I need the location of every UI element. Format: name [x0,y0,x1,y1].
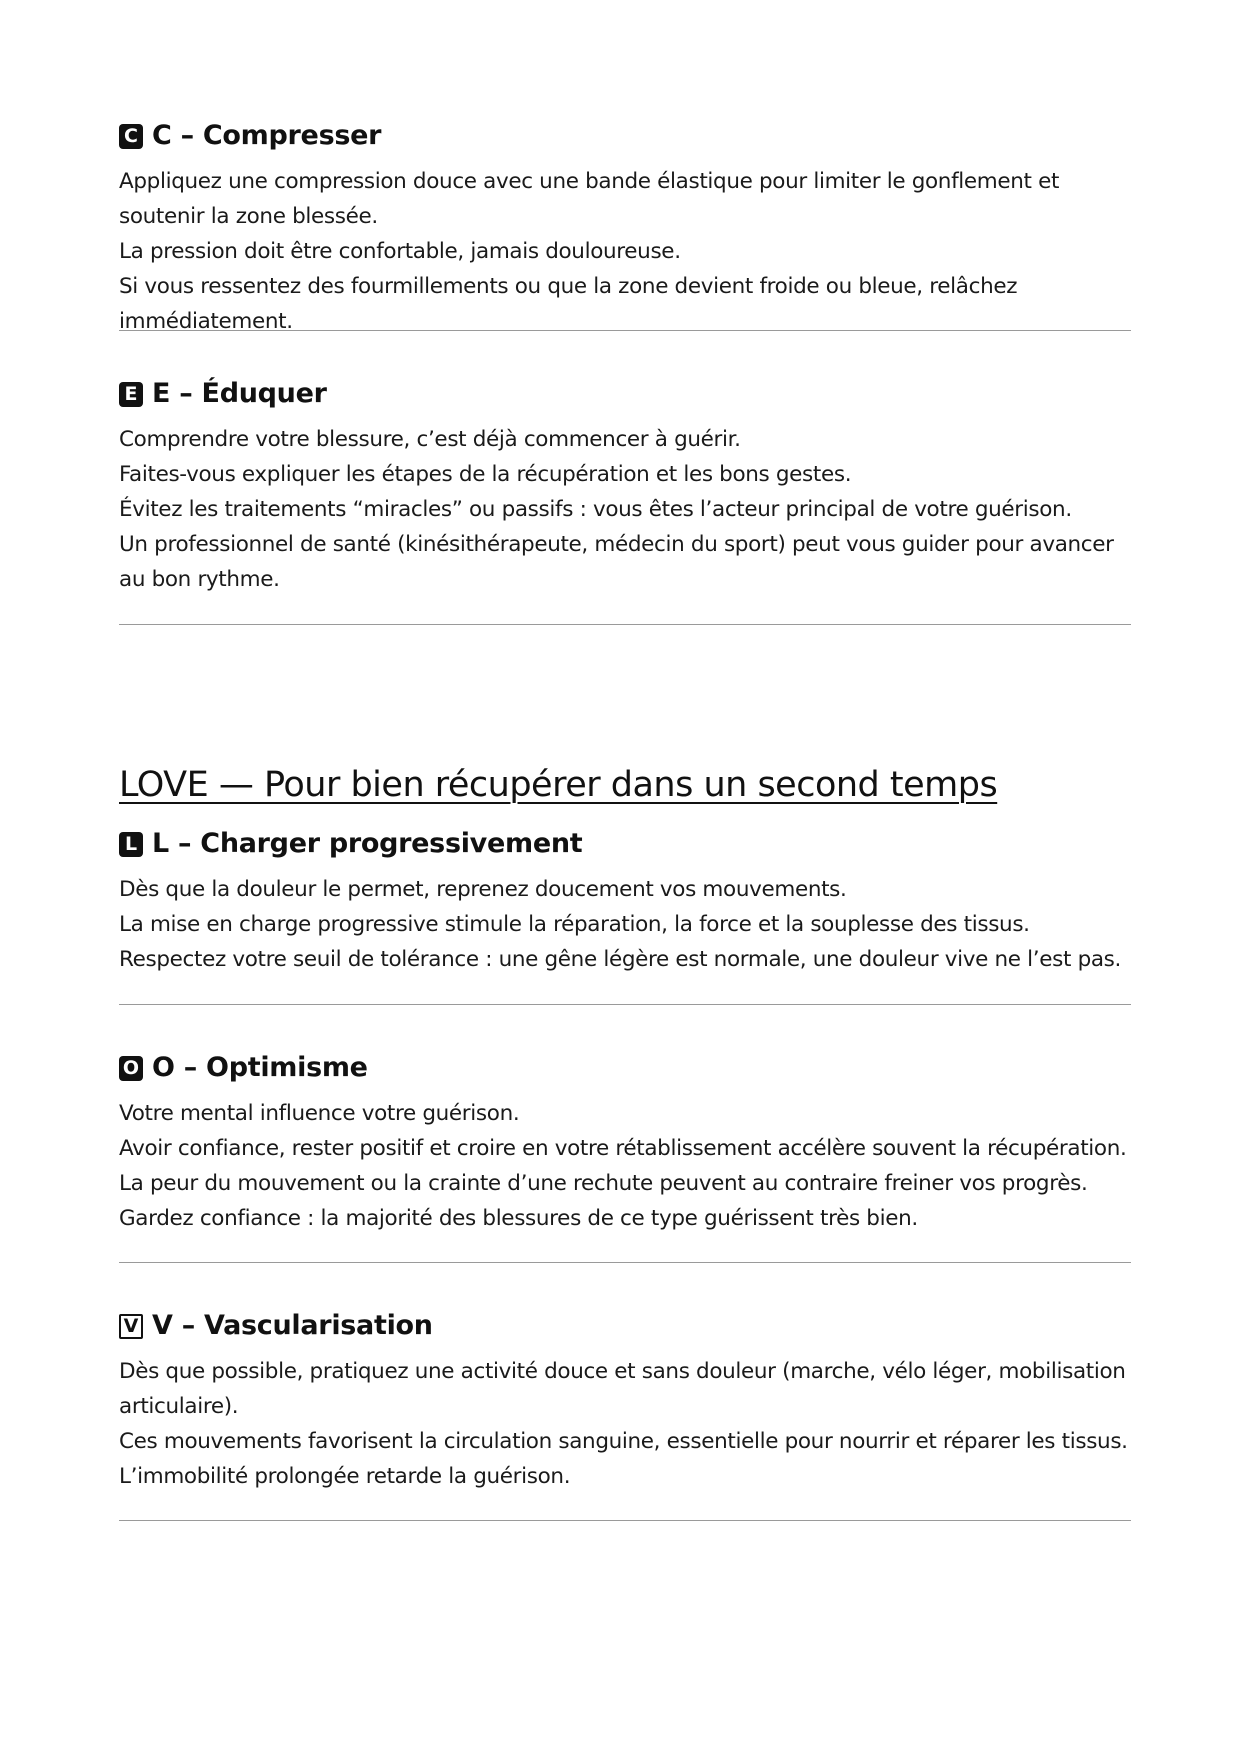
section-compresser [119,118,1131,339]
letter-l-badge-icon: L [119,832,143,857]
section-body [119,1354,1131,1494]
section-body [119,872,1131,977]
paragraph-line: La pression doit être confortable, jamais douloureuse. [119,239,681,264]
section-body [119,422,1131,597]
paragraph-line: Avoir confiance, rester positif et croire en votre rétablissement accélère souvent la récupération. [119,1136,1127,1161]
section-optimisme [119,1050,1131,1236]
section-title [119,826,1131,862]
paragraph-line: Faites-vous expliquer les étapes de la récupération et les bons gestes. [119,462,852,487]
letter-e-badge-icon: E [119,382,143,407]
paragraph-line: La mise en charge progressive stimule la réparation, la force et la souplesse des tissus. [119,912,1030,937]
paragraph-line: L’immobilité prolongée retarde la guérison. [119,1464,571,1489]
section-body [119,1096,1131,1236]
section-charger [119,826,1131,977]
section-title [119,118,1131,154]
paragraph-line: Comprendre votre blessure, c’est déjà commencer à guérir. [119,427,741,452]
section-title-text: O – Optimisme [152,1052,368,1083]
section-body [119,164,1131,339]
section-title-text: C – Compresser [152,120,382,151]
paragraph-line: Ces mouvements favorisent la circulation sanguine, essentielle pour nourrir et réparer les tissus. [119,1429,1128,1454]
section-title-text: E – Éduquer [152,378,327,409]
section-divider [119,330,1131,331]
paragraph-line: Votre mental influence votre guérison. [119,1101,520,1126]
paragraph-line: Appliquez une compression douce avec une bande élastique pour limiter le gonflement et soutenir la zone blessée. [119,169,1060,229]
section-title-text: V – Vascularisation [152,1310,433,1341]
section-divider [119,1262,1131,1263]
section-title-text: L – Charger progressivement [152,828,583,859]
section-divider [119,624,1131,625]
paragraph-line: Un professionnel de santé (kinésithérapeute, médecin du sport) peut vous guider pour avancer au bon rythme. [119,532,1114,592]
section-vascularisation [119,1308,1131,1494]
section-divider [119,1520,1131,1521]
section-title [119,1050,1131,1086]
letter-o-badge-icon: O [119,1056,143,1081]
paragraph-line: Dès que la douleur le permet, reprenez doucement vos mouvements. [119,877,847,902]
section-divider [119,1004,1131,1005]
section-title [119,376,1131,412]
paragraph-line: Si vous ressentez des fourmillements ou que la zone devient froide ou bleue, relâchez immédiatement. [119,274,1018,334]
letter-c-badge-icon: C [119,124,143,149]
paragraph-line: La peur du mouvement ou la crainte d’une rechute peuvent au contraire freiner vos progrès. [119,1171,1088,1196]
section-eduquer [119,376,1131,597]
paragraph-line: Évitez les traitements “miracles” ou passifs : vous êtes l’acteur principal de votre guérison. [119,497,1072,522]
section-title [119,1308,1131,1344]
love-heading: LOVE — Pour bien récupérer dans un second temps [119,765,998,805]
paragraph-line: Gardez confiance : la majorité des blessures de ce type guérissent très bien. [119,1206,918,1231]
paragraph-line: Dès que possible, pratiquez une activité douce et sans douleur (marche, vélo léger, mobilisation articulaire). [119,1359,1126,1419]
letter-v-badge-icon: V [119,1314,143,1339]
paragraph-line: Respectez votre seuil de tolérance : une gêne légère est normale, une douleur vive ne l’est pas. [119,947,1122,972]
